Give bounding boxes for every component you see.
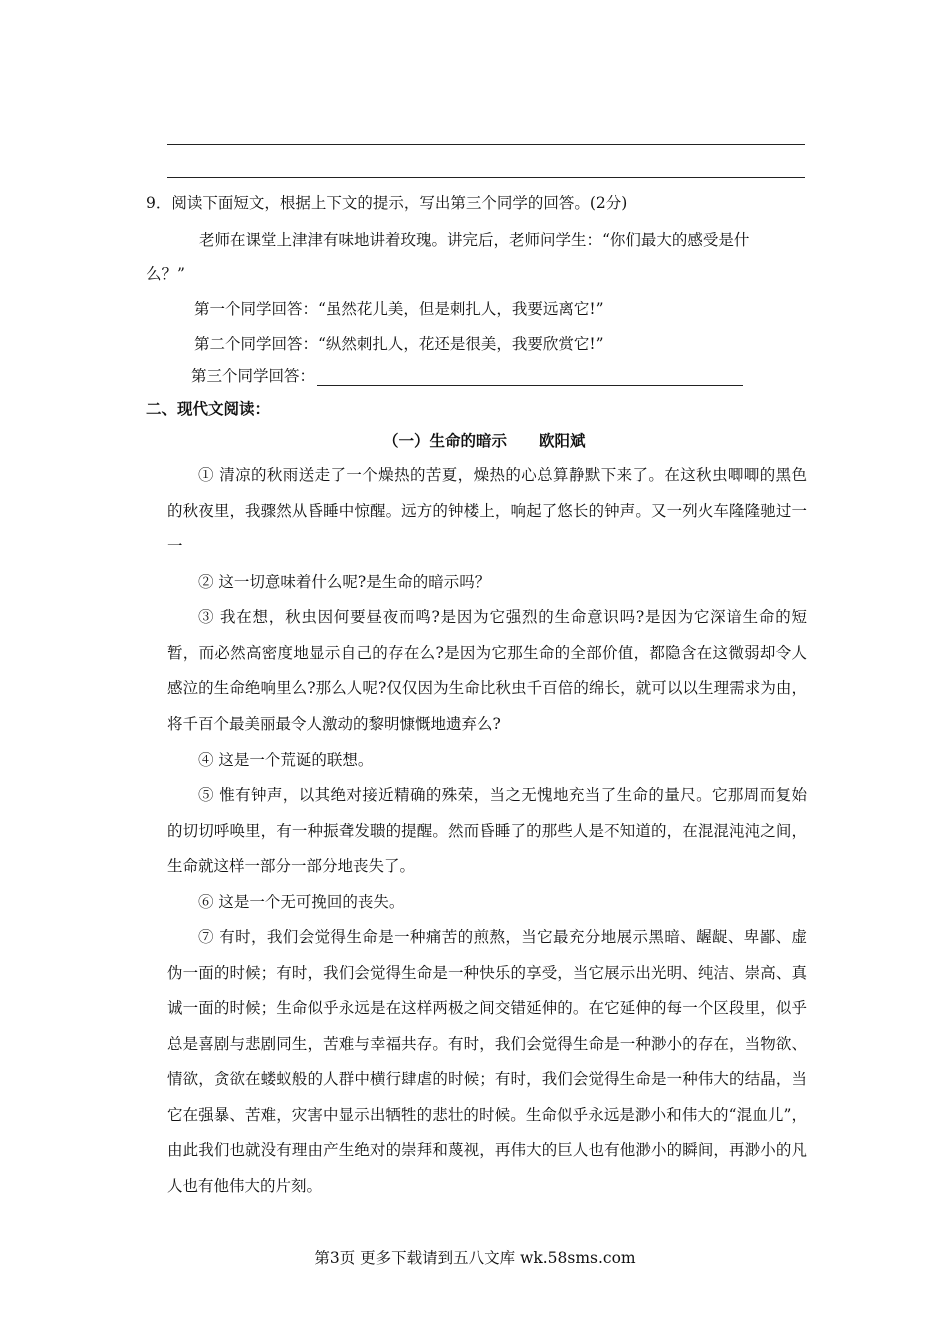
- paragraph-4: ④ 这是一个荒诞的联想。: [198, 751, 374, 769]
- section-heading: 二、现代文阅读：: [146, 399, 271, 418]
- student-answer-3-label: 第三个同学回答：: [191, 367, 316, 385]
- answer-line: [167, 177, 805, 178]
- paragraph-1: ① 清凉的秋雨送走了一个燥热的苦夏，燥热的心总算静默下来了。在这秋虫唧唧的黑色的秋夜里，我骤然从昏睡中惊醒。远方的钟楼上，响起了悠长的钟声。又一列火车隆隆驰过一一: [167, 466, 807, 555]
- article-title-line: [383, 431, 586, 451]
- answer-blank[interactable]: [317, 369, 743, 386]
- paragraph-5: ⑤ 惟有钟声，以其绝对接近精确的殊荣，当之无愧地充当了生命的量尺。它那周而复始的切切呼唤里，有一种振聋发聩的提醒。然而昏睡了的那些人是不知道的，在混混沌沌之间，生命就这样一部分一部分地丧失了。: [167, 786, 807, 875]
- paragraph-2: ② 这一切意味着什么呢?是生命的暗示吗？: [198, 573, 491, 591]
- paragraph-3: ③ 我在想，秋虫因何要昼夜而鸣?是因为它强烈的生命意识吗?是因为它深谙生命的短暂，而必然高密度地显示自己的存在么?是因为它那生命的全部价值，都隐含在这微弱却令人感泣的生命绝响里么?那么人呢?仅仅因为生命比秋虫千百倍的绵长，就可以以生理需求为由，将千百个最美丽最令人激动的黎明慷慨地遗弃么?: [167, 608, 807, 733]
- page-footer: 第3页 更多下载请到五八文库 wk.58sms.com: [314, 1249, 636, 1267]
- paragraph-7: ⑦ 有时，我们会觉得生命是一种痛苦的煎熬，当它最充分地展示黑暗、龌龊、卑鄙、虚伪一面的时候；有时，我们会觉得生命是一种快乐的享受，当它展示出光明、纯洁、崇高、真诚一面的时候；生命似乎永远是在这样两极之间交错延伸的。在它延伸的每一个区段里，似乎总是喜剧与悲剧同生，苦难与幸福共存。有时，我们会觉得生命是一种渺小的存在，当物欲、情欲，贪欲在蝼蚁般的人群中横行肆虐的时候；有时，我们会觉得生命是一种伟大的结晶，当它在强暴、苦难，灾害中显示出牺牲的悲壮的时候。生命似乎永远是渺小和伟大的“混血儿”，由此我们也就没有理由产生绝对的崇拜和蔑视，再伟大的巨人也有他渺小的瞬间，再渺小的凡人也有他伟大的片刻。: [167, 928, 807, 1195]
- student-answer-2: 第二个同学回答：“纵然刺扎人，花还是很美，我要欣赏它!”: [194, 335, 604, 353]
- story-text-continued: 么？”: [146, 265, 185, 283]
- article-author: 欧阳斌: [539, 431, 586, 450]
- answer-line: [167, 144, 805, 145]
- student-answer-3: [191, 366, 743, 386]
- article-title: （一）生命的暗示: [383, 431, 508, 450]
- paragraph-6: ⑥ 这是一个无可挽回的丧失。: [198, 893, 405, 911]
- story-text: 老师在课堂上津津有味地讲着玫瑰。讲完后，老师问学生：“你们最大的感受是什: [199, 231, 750, 249]
- student-answer-1: 第一个同学回答：“虽然花儿美，但是刺扎人，我要远离它!”: [194, 300, 604, 318]
- question-9: 9．阅读下面短文，根据上下文的提示，写出第三个同学的回答。(2分): [146, 194, 628, 212]
